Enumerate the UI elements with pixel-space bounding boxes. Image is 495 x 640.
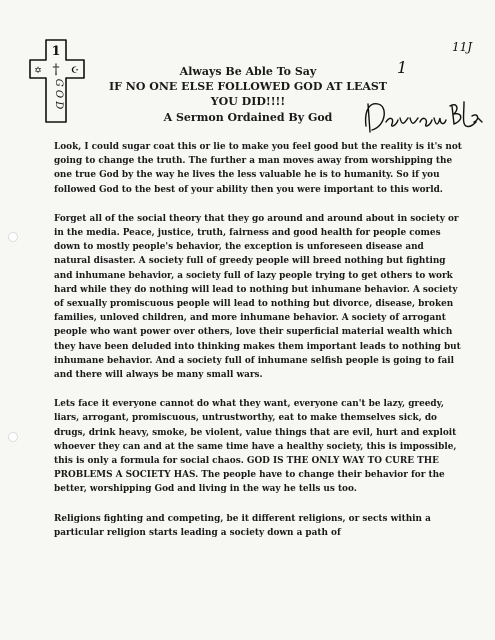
header-subtitle: A Sermon Ordained By God bbox=[163, 111, 333, 124]
punch-hole bbox=[8, 432, 18, 442]
crescent-star-icon: ☪ bbox=[70, 66, 80, 76]
header-line-3: YOU DID!!!! bbox=[210, 95, 286, 108]
star-of-david-icon: ✡ bbox=[34, 66, 42, 76]
paragraph: Religions fighting and competing, be it different religions, or sects within a particular religion starts leading a society down a path of bbox=[54, 513, 431, 538]
header-line-1: Always Be Able To Say bbox=[179, 65, 317, 78]
sermon-body bbox=[54, 140, 462, 555]
paragraph: Lets face it everyone cannot do what they want, everyone can't be lazy, greedy, liars, arrogant, promiscuous, untrustworthy, eat to make themselves sick, do drugs, drink heavy, smoke, be violent, value things that are evil, hurt and exploit whoever they can and at the same time have a healthy society, this is impossible, this is only a formula for social chaos. GOD IS THE ONLY WAY TO CURE THE PROBLEMS A SOCIETY HAS. The people have to change their behavior for the better, worshipping God and living in the way he tells us too. bbox=[54, 399, 457, 495]
small-cross-icon: † bbox=[52, 62, 60, 78]
handwritten-code: 11J bbox=[452, 40, 473, 54]
punch-hole bbox=[8, 232, 18, 242]
cross-vertical-text: G O D bbox=[53, 78, 64, 110]
paragraph: Forget all of the social theory that they go around and around about in society or in the media. Peace, justice, truth, fairness and good health for people comes down to mostly people's behavior, the exception is unforeseen disease and natural disaster. A society full of greedy people will breed nothing but fighting and inhumane behavior, a society full of lazy people trying to get others to work hard while they do nothing will lead to nothing but inhumane behavior. A society of sexually promiscuous people will lead to nothing but divorce, disease, broken families, unloved children, and more inhumane behavior. A society of arrogant people who want power over others, love their superficial material wealth which they have been deluded into thinking makes them important leads to nothing but inhumane behavior. And a society full of inhumane selfish people is going to fail and there will always be many small wars. bbox=[54, 213, 461, 381]
handwritten-page-number: 1 bbox=[397, 58, 408, 77]
cross-logo bbox=[28, 38, 86, 124]
cross-number: 1 bbox=[51, 44, 61, 59]
paragraph: Look, I could sugar coat this or lie to make you feel good but the reality is it's not going to change the truth. The further a man moves away from worshipping the one true God by the way he lives the less valuable he is to humanity. So if you followed God to the best of your ability then you were important to this world. bbox=[54, 142, 462, 195]
header-line-2: IF NO ONE ELSE FOLLOWED GOD AT LEAST bbox=[108, 80, 387, 93]
signature bbox=[360, 96, 485, 142]
